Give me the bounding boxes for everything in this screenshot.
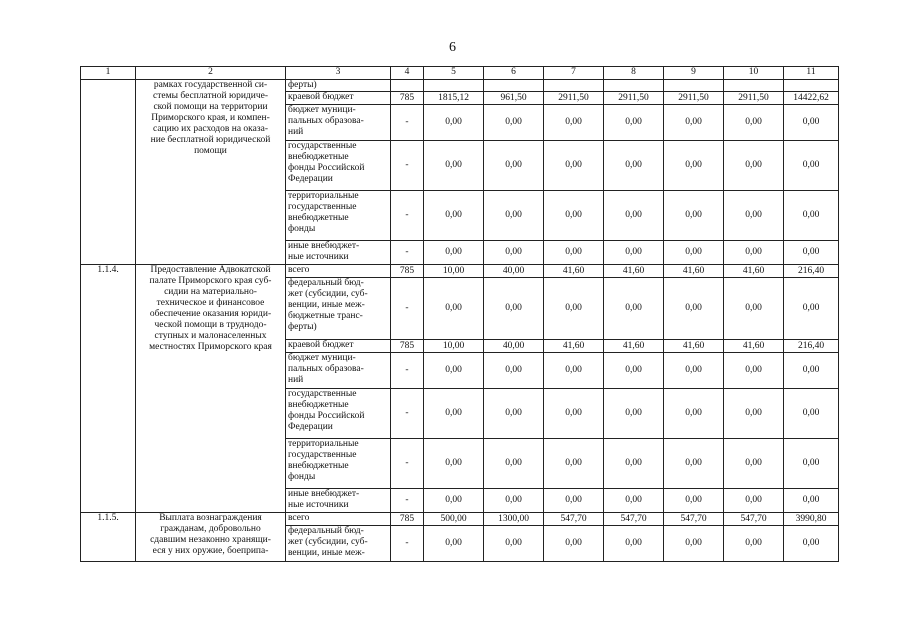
budget-code: - xyxy=(391,353,424,389)
amount-cell: 0,00 xyxy=(604,489,664,513)
budget-code: - xyxy=(391,389,424,439)
budget-code: 785 xyxy=(391,265,424,278)
amount-cell: 0,00 xyxy=(544,241,604,265)
column-header: 9 xyxy=(664,67,724,80)
amount-cell: 0,00 xyxy=(424,278,484,340)
amount-cell: 0,00 xyxy=(544,489,604,513)
item-number xyxy=(81,80,136,265)
amount-cell: 0,00 xyxy=(724,278,784,340)
table-row xyxy=(81,80,839,92)
budget-code: - xyxy=(391,141,424,191)
table-row xyxy=(81,513,839,526)
funding-source: краевой бюджет xyxy=(286,92,391,105)
amount-cell: 0,00 xyxy=(604,526,664,562)
amount-cell: 0,00 xyxy=(784,489,839,513)
amount-cell: 0,00 xyxy=(484,191,544,241)
amount-cell: 0,00 xyxy=(724,241,784,265)
funding-source: федеральный бюд- жет (субсидии, суб- венции, иные меж- бюджетные транс- ферты) xyxy=(286,278,391,340)
amount-cell: 41,60 xyxy=(544,340,604,353)
amount-cell: 0,00 xyxy=(484,389,544,439)
funding-source: территориальные государственные внебюджетные фонды xyxy=(286,191,391,241)
amount-cell: 0,00 xyxy=(544,353,604,389)
amount-cell: 0,00 xyxy=(604,191,664,241)
amount-cell: 0,00 xyxy=(724,389,784,439)
amount-cell: 0,00 xyxy=(484,489,544,513)
amount-cell: 961,50 xyxy=(484,92,544,105)
amount-cell: 0,00 xyxy=(604,141,664,191)
amount-cell xyxy=(484,80,544,92)
amount-cell: 0,00 xyxy=(484,439,544,489)
amount-cell: 0,00 xyxy=(544,439,604,489)
funding-source: федеральный бюд- жет (субсидии, суб- венции, иные меж- xyxy=(286,526,391,562)
amount-cell: 1300,00 xyxy=(484,513,544,526)
amount-cell: 0,00 xyxy=(664,489,724,513)
amount-cell: 41,60 xyxy=(604,340,664,353)
amount-cell: 2911,50 xyxy=(664,92,724,105)
column-header: 2 xyxy=(136,67,286,80)
amount-cell: 216,40 xyxy=(784,340,839,353)
amount-cell: 0,00 xyxy=(544,389,604,439)
column-header: 5 xyxy=(424,67,484,80)
column-header: 6 xyxy=(484,67,544,80)
amount-cell: 0,00 xyxy=(784,105,839,141)
amount-cell: 14422,62 xyxy=(784,92,839,105)
amount-cell xyxy=(424,80,484,92)
amount-cell: 0,00 xyxy=(604,241,664,265)
amount-cell: 0,00 xyxy=(664,141,724,191)
amount-cell: 0,00 xyxy=(484,241,544,265)
amount-cell: 0,00 xyxy=(724,353,784,389)
budget-code: 785 xyxy=(391,92,424,105)
amount-cell: 0,00 xyxy=(724,439,784,489)
amount-cell: 0,00 xyxy=(544,191,604,241)
budget-code: - xyxy=(391,278,424,340)
amount-cell: 10,00 xyxy=(424,265,484,278)
amount-cell: 0,00 xyxy=(484,278,544,340)
funding-source: территориальные государственные внебюджетные фонды xyxy=(286,439,391,489)
amount-cell: 0,00 xyxy=(664,526,724,562)
budget-code: 785 xyxy=(391,340,424,353)
amount-cell: 0,00 xyxy=(664,439,724,489)
amount-cell: 1815,12 xyxy=(424,92,484,105)
amount-cell: 547,70 xyxy=(724,513,784,526)
table-row xyxy=(81,265,839,278)
amount-cell xyxy=(604,80,664,92)
amount-cell: 0,00 xyxy=(724,526,784,562)
amount-cell: 0,00 xyxy=(724,141,784,191)
amount-cell: 2911,50 xyxy=(724,92,784,105)
amount-cell: 0,00 xyxy=(724,191,784,241)
column-header: 4 xyxy=(391,67,424,80)
column-header: 7 xyxy=(544,67,604,80)
column-header: 11 xyxy=(784,67,839,80)
amount-cell: 0,00 xyxy=(484,353,544,389)
budget-code: 785 xyxy=(391,513,424,526)
amount-cell: 2911,50 xyxy=(544,92,604,105)
amount-cell: 0,00 xyxy=(424,241,484,265)
amount-cell: 0,00 xyxy=(784,278,839,340)
amount-cell: 0,00 xyxy=(664,105,724,141)
header-row xyxy=(81,67,839,80)
amount-cell: 40,00 xyxy=(484,265,544,278)
amount-cell: 0,00 xyxy=(604,439,664,489)
page-number: 6 xyxy=(449,40,456,55)
item-title: Выплата вознаграждения гражданам, добровольно сдавшим незаконно хранящи- еся у них оружие, боеприпа- xyxy=(136,513,286,562)
amount-cell: 0,00 xyxy=(784,353,839,389)
amount-cell: 0,00 xyxy=(544,526,604,562)
amount-cell: 0,00 xyxy=(664,389,724,439)
amount-cell: 0,00 xyxy=(604,105,664,141)
amount-cell: 0,00 xyxy=(544,105,604,141)
amount-cell: 0,00 xyxy=(484,105,544,141)
budget-code: - xyxy=(391,191,424,241)
amount-cell: 0,00 xyxy=(784,141,839,191)
amount-cell: 0,00 xyxy=(664,191,724,241)
funding-source: краевой бюджет xyxy=(286,340,391,353)
amount-cell: 0,00 xyxy=(424,191,484,241)
funding-source: иные внебюджет- ные источники xyxy=(286,489,391,513)
funding-source: всего xyxy=(286,265,391,278)
amount-cell: 41,60 xyxy=(604,265,664,278)
amount-cell: 41,60 xyxy=(664,265,724,278)
amount-cell: 0,00 xyxy=(724,489,784,513)
budget-table xyxy=(80,66,839,562)
item-title: Предоставление Адвокатской палате Приморского края суб- сидии на материально- техническое и финансовое обеспечение оказания юриди- ческой помощи в труднодо- ступных и малонаселенных местностях Приморского края xyxy=(136,265,286,513)
budget-code: - xyxy=(391,241,424,265)
amount-cell: 0,00 xyxy=(664,241,724,265)
amount-cell xyxy=(544,80,604,92)
column-header: 3 xyxy=(286,67,391,80)
amount-cell: 41,60 xyxy=(544,265,604,278)
funding-source: государственные внебюджетные фонды Российской Федерации xyxy=(286,389,391,439)
column-header: 1 xyxy=(81,67,136,80)
amount-cell: 0,00 xyxy=(604,278,664,340)
amount-cell: 0,00 xyxy=(424,105,484,141)
amount-cell: 0,00 xyxy=(664,353,724,389)
funding-source: бюджет муници- пальных образова- ний xyxy=(286,105,391,141)
amount-cell xyxy=(724,80,784,92)
item-number: 1.1.5. xyxy=(81,513,136,562)
amount-cell xyxy=(664,80,724,92)
amount-cell: 0,00 xyxy=(424,439,484,489)
amount-cell: 0,00 xyxy=(784,389,839,439)
amount-cell: 41,60 xyxy=(724,340,784,353)
funding-source: государственные внебюджетные фонды Российской Федерации xyxy=(286,141,391,191)
amount-cell: 10,00 xyxy=(424,340,484,353)
amount-cell: 0,00 xyxy=(664,278,724,340)
amount-cell: 0,00 xyxy=(484,526,544,562)
amount-cell: 0,00 xyxy=(784,241,839,265)
amount-cell: 547,70 xyxy=(604,513,664,526)
amount-cell: 0,00 xyxy=(544,141,604,191)
amount-cell: 500,00 xyxy=(424,513,484,526)
budget-code: - xyxy=(391,105,424,141)
column-header: 10 xyxy=(724,67,784,80)
amount-cell: 3990,80 xyxy=(784,513,839,526)
amount-cell: 0,00 xyxy=(424,141,484,191)
amount-cell: 2911,50 xyxy=(604,92,664,105)
funding-source: иные внебюджет- ные источники xyxy=(286,241,391,265)
item-title: рамках государственной си- стемы бесплатной юридиче- ской помощи на территории Приморского края, и компен- сацию их расходов на оказа- ние бесплатной юридической помощи xyxy=(136,80,286,265)
amount-cell: 0,00 xyxy=(784,526,839,562)
budget-code: - xyxy=(391,489,424,513)
amount-cell: 0,00 xyxy=(424,489,484,513)
funding-source: всего xyxy=(286,513,391,526)
amount-cell: 0,00 xyxy=(424,389,484,439)
amount-cell: 0,00 xyxy=(784,191,839,241)
amount-cell: 0,00 xyxy=(484,141,544,191)
budget-code: - xyxy=(391,526,424,562)
column-header: 8 xyxy=(604,67,664,80)
funding-source: ферты) xyxy=(286,80,391,92)
amount-cell: 547,70 xyxy=(544,513,604,526)
amount-cell: 0,00 xyxy=(424,353,484,389)
amount-cell: 41,60 xyxy=(664,340,724,353)
amount-cell: 547,70 xyxy=(664,513,724,526)
budget-code xyxy=(391,80,424,92)
budget-code: - xyxy=(391,439,424,489)
funding-source: бюджет муници- пальных образова- ний xyxy=(286,353,391,389)
amount-cell: 0,00 xyxy=(784,439,839,489)
amount-cell: 0,00 xyxy=(604,353,664,389)
amount-cell: 0,00 xyxy=(604,389,664,439)
amount-cell: 41,60 xyxy=(724,265,784,278)
amount-cell: 216,40 xyxy=(784,265,839,278)
amount-cell: 40,00 xyxy=(484,340,544,353)
amount-cell: 0,00 xyxy=(424,526,484,562)
amount-cell: 0,00 xyxy=(724,105,784,141)
amount-cell: 0,00 xyxy=(544,278,604,340)
item-number: 1.1.4. xyxy=(81,265,136,513)
amount-cell xyxy=(784,80,839,92)
